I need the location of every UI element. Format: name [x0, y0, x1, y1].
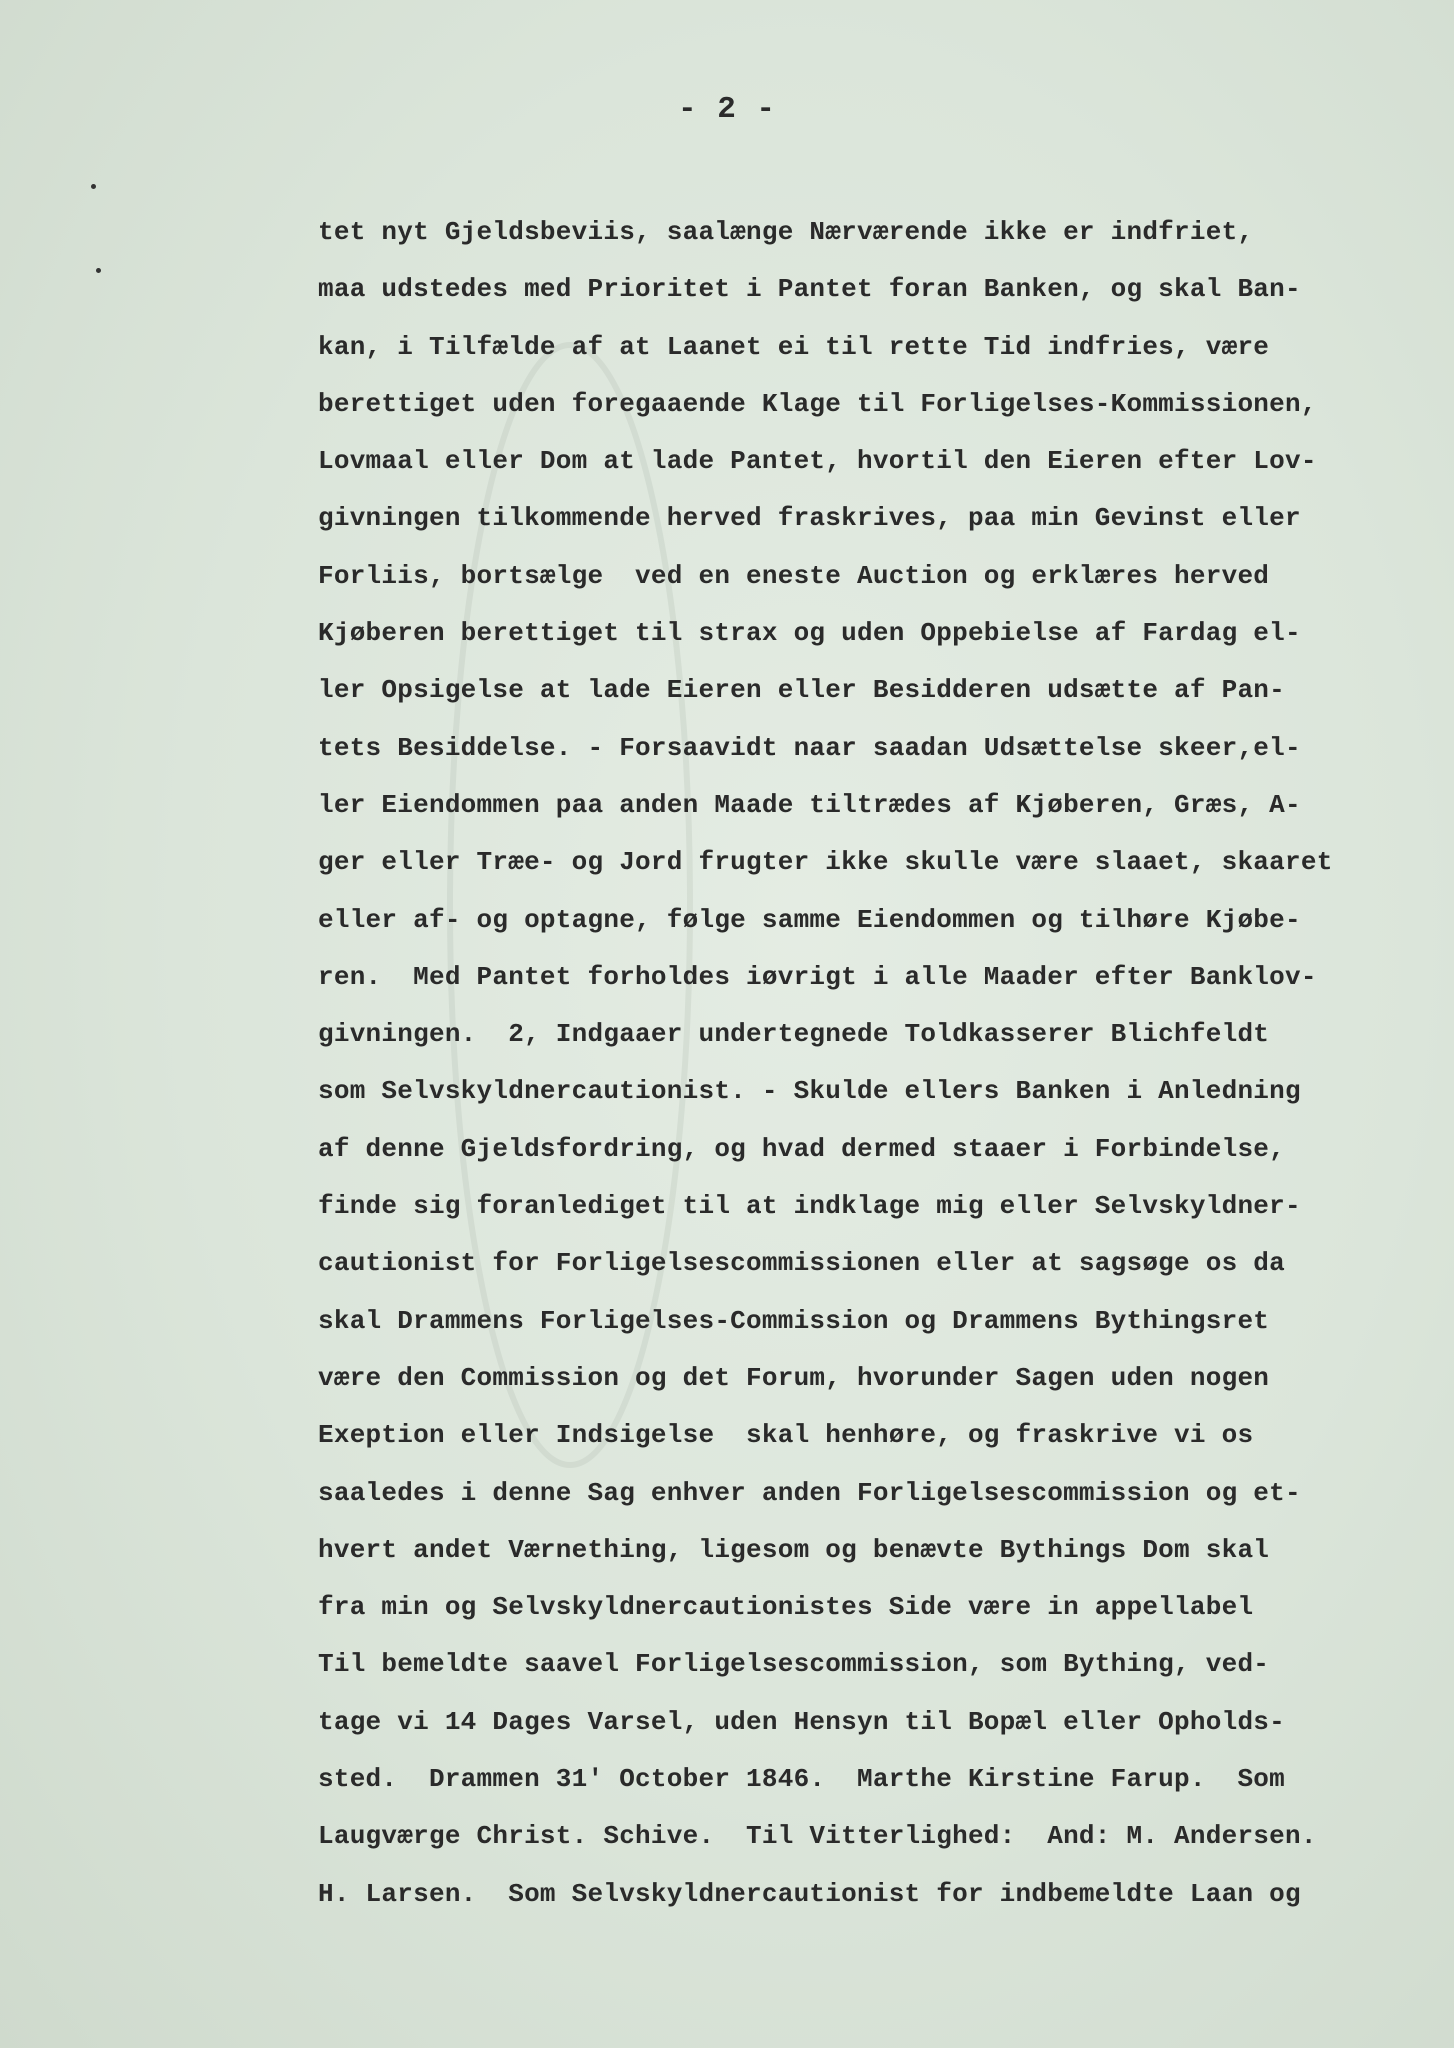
page-number: - 2 -	[677, 92, 776, 127]
text-line: tage vi 14 Dages Varsel, uden Hensyn til Bopæl eller Opholds-	[318, 1706, 1286, 1737]
text-line: Lovmaal eller Dom at lade Pantet, hvortil den Eieren efter Lov-	[318, 446, 1317, 477]
text-line: saaledes i denne Sag enhver anden Forligelsescommission og et-	[318, 1477, 1301, 1508]
text-line: maa udstedes med Prioritet i Pantet foran Banken, og skal Ban-	[318, 274, 1301, 305]
text-line: berettiget uden foregaaende Klage til Forligelses-Kommissionen,	[318, 388, 1317, 419]
text-line: hvert andet Værnething, ligesom og benævte Bythings Dom skal	[318, 1534, 1270, 1565]
text-line: tet nyt Gjeldsbeviis, saalænge Nærværende ikke er indfriet,	[318, 217, 1254, 247]
text-line: finde sig foranlediget til at indklage mig eller Selvskyldner-	[318, 1191, 1301, 1222]
text-line: ler Eiendommen paa anden Maade tiltrædes af Kjøberen, Græs, A-	[318, 789, 1301, 820]
text-line: ren. Med Pantet forholdes iøvrigt i alle Maader efter Banklov-	[318, 961, 1317, 992]
text-line: af denne Gjeldsfordring, og hvad dermed staaer i Forbindelse,	[318, 1133, 1286, 1164]
body-text	[318, 204, 1428, 1923]
text-line: ler Opsigelse at lade Eieren eller Besidderen udsætte af Pan-	[318, 675, 1286, 706]
text-line: eller af- og optagne, følge samme Eiendommen og tilhøre Kjøbe-	[318, 904, 1301, 935]
text-line: som Selvskyldnercautionist. - Skulde ellers Banken i Anledning	[318, 1076, 1301, 1107]
text-line: Til bemeldte saavel Forligelsescommission, som Bything, ved-	[318, 1649, 1270, 1680]
margin-mark	[91, 184, 96, 189]
text-line: kan, i Tilfælde af at Laanet ei til rette Tid indfries, være	[318, 331, 1270, 362]
margin-mark	[96, 268, 101, 273]
text-line: Laugværge Christ. Schive. Til Vitterlighed: And: M. Andersen.	[318, 1821, 1317, 1852]
text-line: Kjøberen berettiget til strax og uden Oppebielse af Fardag el-	[318, 618, 1301, 649]
text-line: cautionist for Forligelsescommissionen eller at sagsøge os da	[318, 1248, 1286, 1279]
text-line: være den Commission og det Forum, hvorunder Sagen uden nogen	[318, 1362, 1270, 1393]
text-line: givningen. 2, Indgaaer undertegnede Toldkasserer Blichfeldt	[318, 1019, 1270, 1050]
text-line: fra min og Selvskyldnercautionistes Side være in appellabel	[318, 1592, 1254, 1623]
text-line: givningen tilkommende herved fraskrives, paa min Gevinst eller	[318, 503, 1301, 534]
text-line: Exeption eller Indsigelse skal henhøre, og fraskrive vi os	[318, 1420, 1254, 1451]
text-line: Forliis, bortsælge ved en eneste Auction og erklæres herved	[318, 560, 1270, 591]
text-line: skal Drammens Forligelses-Commission og Drammens Bythingsret	[318, 1305, 1270, 1336]
text-line: ger eller Træe- og Jord frugter ikke skulle være slaaet, skaaret	[318, 847, 1333, 878]
text-line: H. Larsen. Som Selvskyldnercautionist for indbemeldte Laan og	[318, 1878, 1301, 1909]
text-line: sted. Drammen 31' October 1846. Marthe Kirstine Farup. Som	[318, 1764, 1286, 1795]
text-line: tets Besiddelse. - Forsaavidt naar saadan Udsættelse skeer,el-	[318, 732, 1301, 763]
